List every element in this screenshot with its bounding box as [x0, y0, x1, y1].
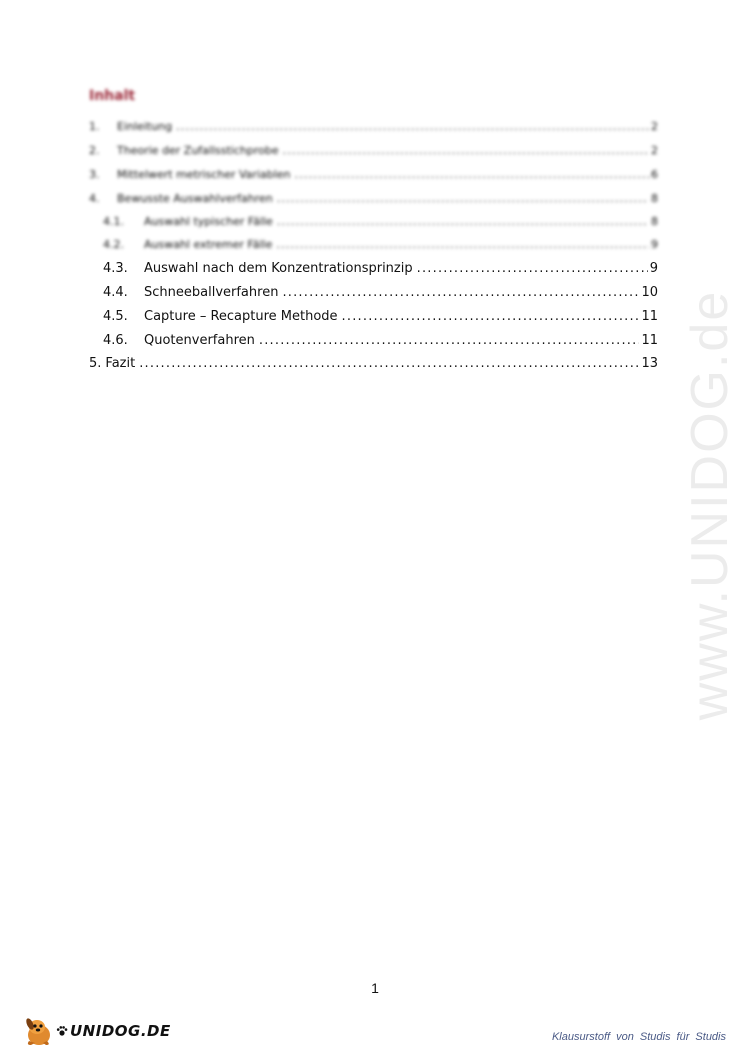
toc-entry-number: 5.	[89, 356, 102, 371]
toc-leader	[276, 237, 649, 253]
toc-entry-label: Bewusste Auswahlverfahren	[117, 192, 273, 205]
toc-entry-number: 4.	[89, 192, 100, 205]
toc-entry-page: 8	[651, 192, 658, 205]
toc-entry	[103, 237, 658, 253]
toc-entry-number: 4.5.	[103, 309, 128, 324]
toc-entry-page: 11	[641, 333, 658, 348]
toc-title: Inhalt	[89, 88, 136, 104]
toc-entry	[89, 119, 658, 135]
page-number: 1	[371, 980, 379, 996]
toc-leader	[277, 214, 649, 230]
toc-entry-label: Capture – Recapture Methode	[144, 309, 338, 324]
toc-entry	[103, 309, 658, 325]
toc-entry-number: 4.2.	[103, 238, 124, 251]
dog-mascot-icon	[22, 1015, 56, 1047]
toc-entry-label: Auswahl typischer Fälle	[144, 215, 273, 228]
toc-entry-number: 4.4.	[103, 285, 128, 300]
toc-entry-label: Quotenverfahren	[144, 333, 255, 348]
toc-entry-label: Auswahl extremer Fälle	[144, 238, 273, 251]
watermark: www.UNIDOG.de	[681, 289, 739, 721]
toc-leader	[259, 333, 640, 349]
toc-leader	[277, 191, 649, 207]
toc-leader	[283, 143, 649, 159]
toc-entry-page: 6	[651, 168, 658, 181]
footer-slogan: Klausurstoff von Studis für Studis	[551, 1031, 726, 1043]
unidog-logo	[22, 1014, 171, 1048]
toc-entry-number: 4.6.	[103, 333, 128, 348]
toc-leader	[139, 356, 639, 372]
toc-entry-page: 9	[651, 238, 658, 251]
toc-entry	[103, 285, 658, 301]
toc-entry	[103, 214, 658, 230]
toc-entry-page: 2	[651, 120, 658, 133]
toc-leader	[417, 261, 648, 277]
toc-entry-page: 10	[641, 285, 658, 300]
toc-entry	[89, 143, 658, 159]
toc-leader	[282, 285, 639, 301]
toc-entry-label: Fazit	[105, 356, 136, 371]
toc-entry	[89, 167, 658, 183]
toc-entry-page: 2	[651, 144, 658, 157]
toc-entry-number: 4.3.	[103, 261, 128, 276]
paw-icon	[56, 1025, 68, 1037]
toc-entry-page: 13	[641, 356, 658, 371]
toc-entry-page: 8	[651, 215, 658, 228]
toc-entry-label: Einleitung	[117, 120, 173, 133]
toc-entry-label: Auswahl nach dem Konzentrationsprinzip	[144, 261, 413, 276]
toc-leader	[342, 309, 640, 325]
toc-leader	[176, 119, 649, 135]
toc-entry	[103, 333, 658, 349]
toc-entry-label: Theorie der Zufallsstichprobe	[117, 144, 279, 157]
logo-text: UNIDOG.DE	[70, 1022, 171, 1040]
toc-entry	[103, 261, 658, 277]
toc-entry	[89, 356, 658, 372]
toc-entry-page: 9	[649, 261, 658, 276]
toc-entry-label: Schneeballverfahren	[144, 285, 279, 300]
toc-entry-label: Mittelwert metrischer Variablen	[117, 168, 291, 181]
toc-entry-number: 1.	[89, 120, 100, 133]
toc-entry-number: 2.	[89, 144, 100, 157]
toc-entry-number: 3.	[89, 168, 100, 181]
toc-entry	[89, 191, 658, 207]
toc-entry-page: 11	[641, 309, 658, 324]
toc-leader	[295, 167, 649, 183]
toc-entry-number: 4.1.	[103, 215, 124, 228]
